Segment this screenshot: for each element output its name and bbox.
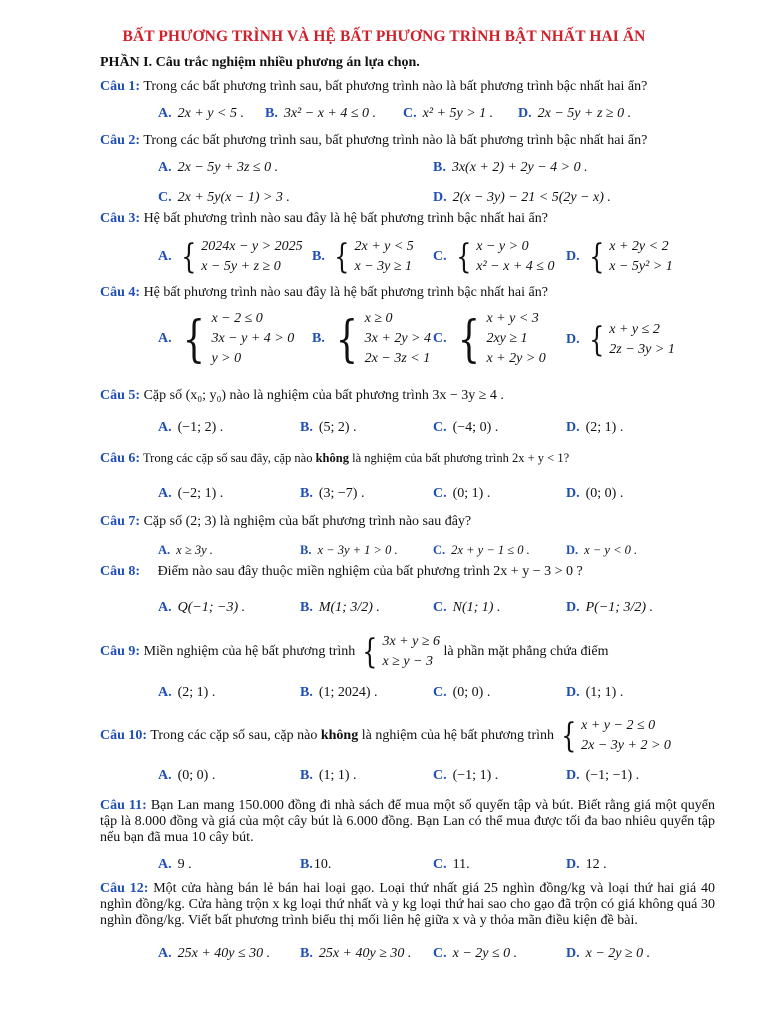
q10-option-b: B. (1; 1) . <box>300 768 357 783</box>
q2-option-a: A. 2x − 5y + 3z ≤ 0 . <box>158 160 279 175</box>
q12-option-c: C. x − 2y ≤ 0 . <box>433 946 518 961</box>
question-number: Câu 9: <box>100 644 141 660</box>
q6-option-d: D. (0; 0) . <box>566 486 624 501</box>
page-title: BẤT PHƯƠNG TRÌNH VÀ HỆ BẤT PHƯƠNG TRÌNH BẬT NHẤT HAI ẨN <box>122 28 646 45</box>
q1-option-d: D. 2x − 5y + z ≥ 0 . <box>518 106 632 121</box>
q8-option-c: C. N(1; 1) . <box>433 600 501 615</box>
q10-system: { x + y − 2 ≤ 0 2x − 3y + 2 > 0 <box>560 716 671 756</box>
question-5 <box>100 388 715 404</box>
q9-system: { 3x + y ≥ 6 x ≥ y − 3 <box>362 632 440 672</box>
question-10: Câu 10: Trong các cặp số sau, cặp nào không là nghiệm của hệ bất phương trình { x + y − 2 ≤ 0 2x − 3y + 2 > 0 <box>100 716 671 756</box>
question-number: Câu 1: <box>100 79 141 94</box>
q8-option-b: B. M(1; 3/2) . <box>300 600 380 615</box>
q2-option-b: B. 3x(x + 2) + 2y − 4 > 0 . <box>433 160 588 175</box>
q7-option-d: D. x − y < 0 . <box>566 543 638 557</box>
question-number: Câu 4: <box>100 285 141 300</box>
question-1 <box>100 79 715 95</box>
section-heading: PHẦN I. Câu trắc nghiệm nhiều phương án lựa chọn. <box>100 55 420 70</box>
q3-option-a: A. { 2024x − y > 2025 x − 5y + z ≥ 0 <box>158 237 303 277</box>
q5-option-c: C. (−4; 0) . <box>433 420 499 435</box>
q7-option-a: A. x ≥ 3y . <box>158 543 213 557</box>
q4-option-b: B. { x ≥ 0 3x + 2y > 4 2x − 3z < 1 <box>312 310 431 368</box>
question-number: Câu 10: <box>100 728 148 744</box>
q8-option-d: D. P(−1; 3/2) . <box>566 600 653 615</box>
q5-option-a: A. (−1; 2) . <box>158 420 224 435</box>
q9-option-b: B. (1; 2024) . <box>300 685 378 700</box>
question-text: Cặp số (x₀; y₀) nào là nghiệm của bất phương trình 3x − 3y ≥ 4 . <box>143 388 504 403</box>
q11-option-b: B.10. <box>300 857 332 872</box>
q6-option-a: A. (−2; 1) . <box>158 486 224 501</box>
question-number: Câu 12: <box>100 881 149 896</box>
question-12 <box>100 881 715 929</box>
question-number: Câu 11: <box>100 798 147 813</box>
question-text: Cặp số (2; 3) là nghiệm của bất phương trình nào sau đây? <box>143 514 472 529</box>
q11-option-d: D. 12 . <box>566 857 607 872</box>
q9-option-d: D. (1; 1) . <box>566 685 624 700</box>
q8-option-a: A. Q(−1; −3) . <box>158 600 246 615</box>
question-text: Hệ bất phương trình nào sau đây là hệ bất phương trình bậc nhất hai ẩn? <box>143 211 548 226</box>
question-number: Câu 5: <box>100 388 141 403</box>
q7-option-c: C. 2x + y − 1 ≤ 0 . <box>433 543 530 557</box>
q10-option-a: A. (0; 0) . <box>158 768 216 783</box>
q10-option-d: D. (−1; −1) . <box>566 768 640 783</box>
q12-option-b: B. 25x + 40y ≥ 30 . <box>300 946 412 961</box>
q1-option-c: C. x² + 5y > 1 . <box>403 106 494 121</box>
q9-option-c: C. (0; 0) . <box>433 685 491 700</box>
question-text: Hệ bất phương trình nào sau đây là hệ bất phương trình bậc nhất hai ẩn? <box>143 285 548 300</box>
question-6: Câu 6: Trong các cặp số sau đây, cặp nào không là nghiệm của bất phương trình 2x + y < 1? <box>100 451 570 466</box>
question-text: Trong các bất phương trình sau, bất phương trình nào là bất phương trình bậc nhất hai ẩn? <box>143 133 648 148</box>
question-text: Điểm nào sau đây thuộc miền nghiệm của bất phương trình 2x + y − 3 > 0 ? <box>157 564 583 579</box>
q4-option-c: C. { x + y < 3 2xy ≥ 1 x + 2y > 0 <box>433 310 546 368</box>
q5-option-d: D. (2; 1) . <box>566 420 624 435</box>
q12-option-a: A. 25x + 40y ≤ 30 . <box>158 946 271 961</box>
question-text: Bạn Lan mang 150.000 đồng đi nhà sách để mua một số quyển tập và bút. Biết rằng giá một quyển tập là 8.000 đồng và giá của một cây bút là 6.000 đồng. Bạn Lan có thể mua được tối đa bao nhiêu quyển tập nếu bạn đã mua 10 cây bút. <box>100 798 715 845</box>
q9-option-a: A. (2; 1) . <box>158 685 216 700</box>
q4-option-a: A. { x − 2 ≤ 0 3x − y + 4 > 0 y > 0 <box>158 310 295 368</box>
q10-option-c: C. (−1; 1) . <box>433 768 499 783</box>
question-2 <box>100 133 715 149</box>
question-number: Câu 6: <box>100 451 141 466</box>
q6-option-b: B. (3; −7) . <box>300 486 365 501</box>
question-9: Câu 9: Miền nghiệm của hệ bất phương trình { 3x + y ≥ 6 x ≥ y − 3 là phần mặt phẳng chứa điểm <box>100 632 609 672</box>
question-7 <box>100 514 715 530</box>
q1-option-b: B. 3x² − x + 4 ≤ 0 . <box>265 106 377 121</box>
question-11 <box>100 798 715 846</box>
question-text: Một cửa hàng bán lẻ bán hai loại gạo. Loại thứ nhất giá 25 nghìn đồng/kg và loại thứ hai giá 40 nghìn đồng/kg. Cửa hàng trộn x kg loại thứ nhất và y kg loại thứ hai sao cho gạo đã trộn có giá không quá 30 nghìn đồng/kg. Viết bất phương trình biểu thị mối liên hệ giữa x và y thỏa mãn điều kiện đề bài. <box>100 881 716 928</box>
q7-option-b: B. x − 3y + 1 > 0 . <box>300 543 398 557</box>
q11-option-c: C. 11. <box>433 857 470 872</box>
q2-option-c: C. 2x + 5y(x − 1) > 3 . <box>158 190 290 205</box>
question-number: Câu 2: <box>100 133 141 148</box>
q3-option-b: B. { 2x + y < 5 x − 3y ≥ 1 <box>312 237 414 277</box>
q2-option-d: D. 2(x − 3y) − 21 < 5(2y − x) . <box>433 190 611 205</box>
question-text: Trong các bất phương trình sau, bất phương trình nào là bất phương trình bậc nhất hai ẩn? <box>143 79 648 94</box>
question-4 <box>100 285 715 301</box>
q1-option-a: A. 2x + y < 5 . <box>158 106 244 121</box>
q3-option-c: C. { x − y > 0 x² − x + 4 ≤ 0 <box>433 237 555 277</box>
q11-option-a: A. 9 . <box>158 857 192 872</box>
q4-option-d: D. { x + y ≤ 2 2z − 3y > 1 <box>566 320 675 360</box>
question-number: Câu 7: <box>100 514 141 529</box>
question-8 <box>100 564 715 580</box>
q3-option-d: D. { x + 2y < 2 x − 5y² > 1 <box>566 237 673 277</box>
question-3 <box>100 211 715 227</box>
q6-option-c: C. (0; 1) . <box>433 486 491 501</box>
q12-option-d: D. x − 2y ≥ 0 . <box>566 946 651 961</box>
question-number: Câu 3: <box>100 211 141 226</box>
q5-option-b: B. (5; 2) . <box>300 420 357 435</box>
question-number: Câu 8: <box>100 564 141 579</box>
